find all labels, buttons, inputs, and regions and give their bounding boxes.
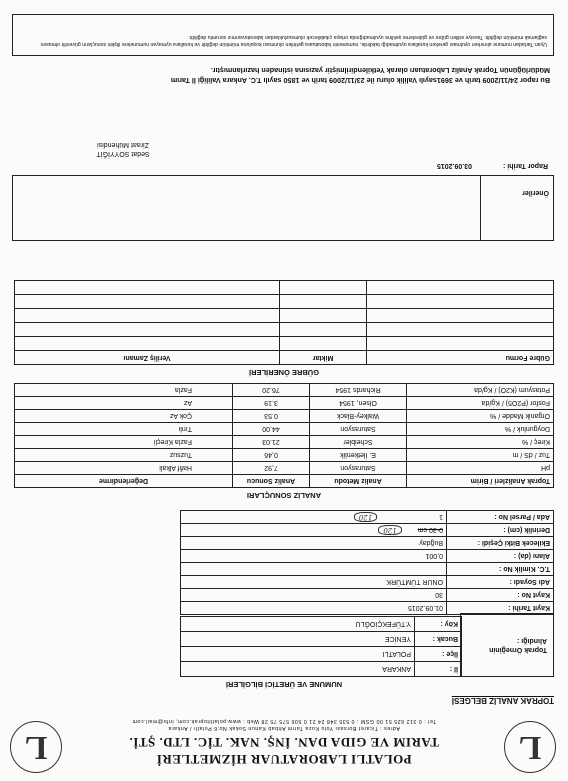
table-row: Potasyum (K2O) / Kg/da Richards 1954 76.20 Fazla [15, 384, 554, 397]
table-row [15, 309, 554, 323]
table-row: Kayıt Tarihi : 01.09.2015 [181, 602, 554, 615]
handwritten-depth-note: 120 [378, 525, 401, 535]
recommendation-box [12, 175, 554, 241]
recommendation-label: Öneriler [522, 189, 549, 196]
document-title: TOPRAK ANALİZ BELGESİ [451, 696, 554, 705]
report-date: 03.09.2015 [436, 162, 472, 169]
table-row: Ada / Parsel No : 1 120 [181, 511, 554, 524]
company-contact: Tel : 0 312 625 51 00 GSM : 0 535 348 24 21 0 506 575 75 28 Web : www.polatlitoprak.com, info@mail.com [132, 718, 436, 724]
table-row: Doygunluk / % Saturasyon 44.00 Tınlı [15, 423, 554, 436]
table-row: T.C. Kimlik No : [181, 563, 554, 576]
footer-warning-text: Uyarı:Tarladan numune alınırken uyulması gereken kurallara uyulmadığı takdirde, numunenin laboratuara getirilen olunması koşuluna mümkün değildir ve kurallara uymayan numunelere ilişkin sonuçların güvenilir olmasını sağlamak mümkün değildir. Tavsiye edilen gübre ve gübreleme şekline uyulmadığında ortaya çıkabilecek olumsuzluklardan laboratuvarımız sorumlu değildir. [40, 34, 547, 47]
sample-location-table [180, 616, 462, 677]
section-results-title: ANALİZ SONUÇLARI [246, 491, 322, 500]
table-row: Derinlik (cm) : 0-30 cm 120 [181, 524, 554, 537]
table-row: Kireç / % Scheibler 21.03 Fazla Kireçli [15, 436, 554, 449]
table-row: Alanı (da) : 0,001 [181, 550, 554, 563]
footer-authorization-line2: Müdürlüğünün Toprak Analiz Laboratuarı olarak Yetkilendirilmiştir yazısına istinaden hazırlanmıştır. [211, 66, 550, 75]
footer-warning-box [12, 14, 554, 56]
company-name-line1: POLATLI LABORATUAR HİZMETLERİ [156, 752, 412, 767]
table-row: Bucak : YENİCE [181, 632, 462, 647]
table-row [15, 323, 554, 337]
section-sample-title: NUMUNE VE ÜRETİCİ BİLGİLERİ [225, 680, 343, 689]
table-row: Tuz / dS / m E. İletkenlik 0,46 Tuzsuz [15, 449, 554, 462]
company-logo-right: L [10, 721, 62, 773]
signer-title: Ziraat Mühendisi [97, 141, 149, 148]
table-row [15, 281, 554, 295]
table-header-row: Toprak Analizleri / Birim Analiz Metodu Analiz Sonucu Değerlendirme [15, 475, 554, 488]
sample-group-label: Toprak Örneğinin Alındığı : [489, 637, 547, 653]
table-header-row: Gübre Formu Miktar Veriliş Zamanı [15, 351, 554, 365]
signature-block [78, 140, 168, 158]
producer-info-table [180, 510, 554, 615]
table-row: Köy : Y.TÜFEKÇİOĞLU [181, 617, 462, 632]
table-row: Organik Madde / % Walkey-Black 0.53 Çok Az [15, 410, 554, 423]
sample-group-box [460, 613, 554, 677]
table-row: Fosfor (P2O5) / Kg/da Olsen, 1954 3.19 Az [15, 397, 554, 410]
recommendation-label-cell [480, 176, 553, 240]
table-row: İl : ANKARA [181, 662, 462, 677]
company-logo-left: L [504, 721, 556, 773]
footer-authorization-line1: Bu rapor 24/11/2009 tarih ve 3691sayılı Valilik oluru ile 23/11/2009 tarih ve 1850 sayılı T.C. Ankara Valiliği İl Tarım [170, 76, 550, 85]
table-row [15, 337, 554, 351]
handwritten-parcel-note: 120 [354, 512, 377, 522]
report-date-label: Rapor Tarihi : [503, 162, 548, 169]
table-row: Kayıt No : 30 [181, 589, 554, 602]
table-row: İlçe : POLATLI [181, 647, 462, 662]
analysis-results-table [14, 383, 554, 488]
section-fertilizer-title: GÜBRE ÖNERİLERİ [249, 368, 320, 377]
table-row [15, 295, 554, 309]
signer-name: Sedat SOYYİĞİT [96, 150, 150, 157]
company-address: Adres : Ticaret Borsası Yolu Koza Tarım Ahbab Kanun Sokak No:6 Polatlı / Ankara [168, 725, 400, 731]
fertilizer-table [14, 280, 554, 365]
table-row: Ekilecek Bitki Çeşidi : Buğday [181, 537, 554, 550]
company-name-line2: TARIM VE GIDA DAN. İNŞ. NAK. TİC. LTD. ŞTİ. [129, 735, 439, 750]
table-row: Adı Soyadı : ONUR TÜMTÜRK [181, 576, 554, 589]
table-row: pH Saturasyon 7,92 Hafif Alkali [15, 462, 554, 475]
